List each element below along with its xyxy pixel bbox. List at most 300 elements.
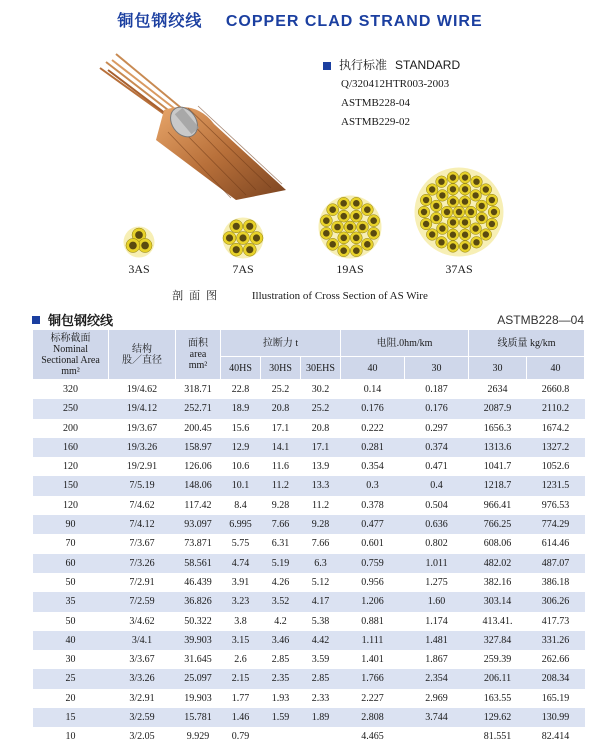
strand-core bbox=[370, 230, 377, 237]
table-cell: 3.46 bbox=[261, 631, 301, 650]
table-cell: 2.85 bbox=[301, 669, 341, 688]
strand-core bbox=[462, 232, 468, 238]
strand-core bbox=[129, 242, 137, 250]
table-cell: 0.176 bbox=[341, 399, 405, 418]
strand-core bbox=[438, 178, 444, 184]
table-row bbox=[33, 612, 585, 631]
table-cell: 7/4.12 bbox=[109, 515, 176, 534]
table-cell: 50 bbox=[65, 615, 76, 627]
table-cell: 386.18 bbox=[541, 576, 570, 588]
strand-core bbox=[489, 221, 495, 227]
table-cell: 206.11 bbox=[469, 669, 527, 688]
table-cell: 2.808 bbox=[341, 708, 405, 727]
strand-core bbox=[347, 224, 354, 231]
table-cell: 3.59 bbox=[311, 654, 330, 666]
strand-core bbox=[491, 209, 497, 215]
table-cell: 1.766 bbox=[341, 669, 405, 688]
table-cell: 0.759 bbox=[341, 554, 405, 573]
table-cell: 0.176 bbox=[405, 399, 469, 418]
header-area: 面积 area mm² bbox=[176, 330, 221, 380]
table-cell: 150 bbox=[33, 476, 109, 495]
title-en: COPPER CLAD STRAND WIRE bbox=[225, 13, 483, 30]
table-cell: 1.111 bbox=[341, 631, 405, 650]
table-cell: 90 bbox=[33, 515, 109, 534]
table-cell: 9.929 bbox=[186, 731, 210, 743]
strand-core bbox=[340, 213, 347, 220]
table-row bbox=[33, 419, 585, 438]
strand-core bbox=[246, 246, 253, 253]
table-cell: 117.42 bbox=[184, 499, 212, 511]
strand-core bbox=[340, 200, 347, 207]
standard-line: ASTMB229-02 bbox=[341, 116, 411, 128]
table-cell: 11.6 bbox=[271, 461, 290, 473]
table-cell: 7/2.59 bbox=[109, 592, 176, 611]
table-cell: 774.29 bbox=[527, 515, 585, 534]
strand-core bbox=[334, 224, 341, 231]
table-cell: 25.2 bbox=[271, 384, 290, 395]
table-cell: 3.23 bbox=[221, 592, 261, 611]
section-header bbox=[32, 310, 584, 329]
bullet-icon bbox=[32, 316, 40, 324]
table-cell: 14.1 bbox=[261, 438, 301, 457]
table-cell: 1.011 bbox=[405, 554, 469, 573]
table-cell: 331.26 bbox=[527, 631, 585, 650]
table-row bbox=[33, 457, 585, 476]
table-cell: 7/3.26 bbox=[109, 554, 176, 573]
table-cell: 1.481 bbox=[405, 631, 469, 650]
strand-core bbox=[353, 200, 360, 207]
table-cell: 3/2.59 bbox=[109, 708, 176, 727]
table-cell: 22.8 bbox=[231, 384, 250, 395]
header-resistance: 电阻.0hm/km bbox=[341, 330, 469, 357]
table-cell: 1.275 bbox=[425, 576, 448, 588]
strand-core bbox=[340, 247, 347, 254]
table-cell: 0.14 bbox=[363, 384, 382, 395]
standard-line: ASTMB228-04 bbox=[341, 97, 411, 109]
table-cell: 20 bbox=[65, 692, 76, 704]
table-cell: 608.06 bbox=[483, 538, 512, 550]
table-cell: 306.26 bbox=[527, 592, 585, 611]
strand-core bbox=[246, 223, 253, 230]
table-cell: 3/2.91 bbox=[129, 692, 155, 704]
cross-section-label: 37AS bbox=[445, 262, 473, 276]
table-cell: 6.3 bbox=[301, 554, 341, 573]
table-cell: 1.89 bbox=[301, 708, 341, 727]
strand-core bbox=[141, 242, 149, 250]
table-cell: 2.969 bbox=[425, 692, 448, 704]
table-cell: 2110.2 bbox=[527, 399, 585, 418]
subheader-cell: 30 bbox=[405, 357, 469, 380]
table-cell: 303.14 bbox=[469, 592, 527, 611]
table-cell: 320 bbox=[63, 384, 78, 395]
table-cell: 126.06 bbox=[184, 461, 212, 473]
cross-section-caption bbox=[0, 287, 600, 303]
strand-core bbox=[359, 224, 366, 231]
strand-core bbox=[450, 198, 456, 204]
table-cell: 19/4.62 bbox=[126, 384, 158, 395]
table-cell: 12.9 bbox=[221, 438, 261, 457]
strand-core bbox=[444, 209, 450, 215]
table-cell: 3.15 bbox=[221, 631, 261, 650]
table-cell: 13.3 bbox=[301, 476, 341, 495]
table-cell: 18.9 bbox=[221, 399, 261, 418]
strand-core bbox=[226, 234, 233, 241]
table-cell: 1.77 bbox=[231, 692, 250, 704]
table-cell: 0.802 bbox=[425, 538, 448, 550]
table-cell: 10 bbox=[65, 731, 76, 743]
table-cell: 9.28 bbox=[301, 515, 341, 534]
table-cell: 19.903 bbox=[184, 692, 212, 704]
strand-core bbox=[468, 209, 474, 215]
strand-core bbox=[450, 219, 456, 225]
table-cell: 766.25 bbox=[469, 515, 527, 534]
table-cell: 81.551 bbox=[483, 731, 512, 743]
cross-section-3as bbox=[123, 226, 155, 258]
table-cell: 3/2.05 bbox=[129, 731, 155, 743]
table-cell: 2087.9 bbox=[469, 399, 527, 418]
table-cell: 966.41 bbox=[483, 499, 512, 511]
table-cell: 4.42 bbox=[301, 631, 341, 650]
strand-core bbox=[323, 217, 330, 224]
table-row bbox=[33, 650, 585, 669]
table-cell: 976.53 bbox=[541, 499, 570, 511]
table-cell: 15.6 bbox=[231, 422, 250, 434]
strand-core bbox=[353, 213, 360, 220]
strand-core bbox=[364, 206, 371, 213]
table-cell: 7/2.91 bbox=[129, 576, 155, 588]
table-cell: 7/3.67 bbox=[129, 538, 155, 550]
table-cell: 1218.7 bbox=[469, 476, 527, 495]
table-cell: 60 bbox=[33, 554, 109, 573]
table-row bbox=[33, 399, 585, 418]
table-cell: 614.46 bbox=[541, 538, 570, 550]
table-cell: 1656.3 bbox=[483, 422, 512, 434]
strand-core bbox=[439, 192, 445, 198]
table-cell: 3.744 bbox=[405, 708, 469, 727]
strand-core bbox=[473, 178, 479, 184]
header-mass: 线质量 kg/km bbox=[469, 330, 585, 357]
table-cell: 208.34 bbox=[527, 669, 585, 688]
table-cell: 25.2 bbox=[301, 399, 341, 418]
table-cell: 30.2 bbox=[311, 384, 330, 395]
strand-core bbox=[239, 234, 246, 241]
table-cell: 2.85 bbox=[271, 654, 290, 666]
table-cell: 5.12 bbox=[311, 576, 330, 588]
table-cell: 25.097 bbox=[176, 669, 221, 688]
table-cell: 8.4 bbox=[234, 499, 247, 511]
strand-core bbox=[340, 235, 347, 242]
table-row bbox=[33, 708, 585, 727]
strand-core bbox=[438, 239, 444, 245]
table-cell: 50 bbox=[65, 576, 76, 588]
table-cell: 15.781 bbox=[176, 708, 221, 727]
table-cell: 36.826 bbox=[176, 592, 221, 611]
table-cell: 2.33 bbox=[311, 692, 330, 704]
table-cell: 250 bbox=[33, 399, 109, 418]
subheader-cell: 30EHS bbox=[301, 357, 341, 380]
cross-section-7as bbox=[222, 217, 264, 259]
table-cell: 0.4 bbox=[405, 476, 469, 495]
caption-cn: 剖面图 bbox=[172, 290, 224, 302]
table-cell: 160 bbox=[33, 438, 109, 457]
table-cell: 327.84 bbox=[469, 631, 527, 650]
table-cell: 10.1 bbox=[221, 476, 261, 495]
subheader-cell: 30HS bbox=[261, 357, 301, 380]
strand-core bbox=[370, 217, 377, 224]
table-cell: 163.55 bbox=[483, 692, 512, 704]
strand-core bbox=[462, 174, 468, 180]
strand-core bbox=[450, 174, 456, 180]
table-cell: 0.504 bbox=[425, 499, 448, 511]
subheader-cell: 40HS bbox=[221, 357, 261, 380]
table-cell: 262.66 bbox=[541, 654, 570, 666]
strand-core bbox=[135, 231, 143, 239]
strand-core bbox=[473, 239, 479, 245]
table-cell: 148.06 bbox=[176, 476, 221, 495]
table-cell: 4.2 bbox=[274, 615, 287, 627]
table-cell: 7/5.19 bbox=[109, 476, 176, 495]
table-cell: 5.19 bbox=[261, 554, 301, 573]
table-cell: 0.187 bbox=[425, 384, 448, 395]
table-cell: 31.645 bbox=[184, 654, 212, 666]
table-row bbox=[33, 669, 585, 688]
strand-core bbox=[233, 246, 240, 253]
table-cell: 417.73 bbox=[541, 615, 570, 627]
spec-table bbox=[32, 329, 585, 747]
table-row bbox=[33, 554, 585, 573]
table-row bbox=[33, 573, 585, 592]
table-cell: 11.2 bbox=[311, 499, 330, 511]
table-cell: 19/2.91 bbox=[126, 461, 158, 473]
table-cell: 2.35 bbox=[261, 669, 301, 688]
header-structure: 结构 股／直径 bbox=[109, 330, 176, 380]
table-cell: 1052.6 bbox=[541, 461, 570, 473]
table-cell: 6.31 bbox=[271, 538, 290, 550]
table-cell: 70 bbox=[65, 538, 76, 550]
table-cell: 17.1 bbox=[271, 422, 290, 434]
table-cell: 1041.7 bbox=[483, 461, 512, 473]
table-cell: 1.59 bbox=[261, 708, 301, 727]
table-cell: 5.38 bbox=[311, 615, 330, 627]
strand-core bbox=[479, 215, 485, 221]
table-cell: 93.097 bbox=[176, 515, 221, 534]
strand-core bbox=[329, 241, 336, 248]
table-cell: 1.206 bbox=[341, 592, 405, 611]
table-cell: 46.439 bbox=[184, 576, 212, 588]
table-cell: 3.52 bbox=[261, 592, 301, 611]
header-breaking-strength: 拉断力 t bbox=[221, 330, 341, 357]
table-row bbox=[33, 438, 585, 457]
table-cell: 19/3.67 bbox=[126, 422, 158, 434]
strand-core bbox=[433, 203, 439, 209]
title-cn: 铜包钢绞线 bbox=[117, 13, 203, 30]
table-cell: 120 bbox=[63, 461, 78, 473]
table-cell: 0.601 bbox=[361, 538, 384, 550]
table-cell: 482.02 bbox=[469, 554, 527, 573]
standard-line: Q/320412HTR003-2003 bbox=[341, 78, 450, 90]
table-cell: 73.871 bbox=[184, 538, 212, 550]
table-cell: 130.99 bbox=[527, 708, 585, 727]
strand-core bbox=[364, 241, 371, 248]
standard-heading-en: STANDARD bbox=[395, 58, 461, 72]
table-cell: 0.374 bbox=[405, 438, 469, 457]
table-cell: 318.71 bbox=[184, 384, 212, 395]
strand-core bbox=[483, 231, 489, 237]
strand-core bbox=[472, 225, 478, 231]
table-cell: 20.8 bbox=[311, 422, 330, 434]
table-cell: 413.41. bbox=[482, 615, 513, 627]
table-cell: 82.414 bbox=[541, 731, 570, 743]
table-cell: 0.636 bbox=[405, 515, 469, 534]
table-row bbox=[33, 534, 585, 553]
table-cell: 3/3.26 bbox=[109, 669, 176, 688]
table-cell: 0.222 bbox=[361, 422, 384, 434]
strand-core bbox=[429, 186, 435, 192]
table-cell: 2634 bbox=[487, 384, 508, 395]
bullet-icon bbox=[323, 62, 331, 70]
table-cell: 252.71 bbox=[176, 399, 221, 418]
table-cell: 200.45 bbox=[184, 422, 212, 434]
table-cell: 0.477 bbox=[341, 515, 405, 534]
strand-core bbox=[462, 243, 468, 249]
strand-wire-photo bbox=[86, 40, 286, 200]
table-cell: 4.74 bbox=[221, 554, 261, 573]
header-nominal-area: 标称截面 Nominal Sectional Area mm² bbox=[33, 330, 109, 380]
table-cell: 0.3 bbox=[341, 476, 405, 495]
table-cell: 487.07 bbox=[527, 554, 585, 573]
table-cell: 3.8 bbox=[234, 615, 247, 627]
table-cell: 30 bbox=[65, 654, 76, 666]
table-cell: 1.867 bbox=[425, 654, 448, 666]
table-cell: 10.6 bbox=[231, 461, 250, 473]
table-cell: 1327.2 bbox=[527, 438, 585, 457]
table-cell: 0.378 bbox=[361, 499, 384, 511]
table-cell: 7/4.62 bbox=[129, 499, 155, 511]
table-cell: 259.39 bbox=[483, 654, 512, 666]
table-cell: 50.322 bbox=[184, 615, 212, 627]
table-cell: 3.91 bbox=[231, 576, 250, 588]
table-cell: 0.79 bbox=[231, 731, 250, 743]
table-cell: 1674.2 bbox=[541, 422, 570, 434]
table-cell: 382.16 bbox=[483, 576, 512, 588]
table-cell: 2.354 bbox=[405, 669, 469, 688]
standards-block bbox=[323, 56, 460, 132]
table-cell: 4.26 bbox=[271, 576, 290, 588]
strand-core bbox=[456, 209, 462, 215]
table-cell: 158.97 bbox=[176, 438, 221, 457]
strand-core bbox=[421, 209, 427, 215]
table-row bbox=[33, 689, 585, 708]
table-cell: 25 bbox=[33, 669, 109, 688]
strand-core bbox=[462, 198, 468, 204]
strand-core bbox=[462, 186, 468, 192]
table-cell: 1.46 bbox=[221, 708, 261, 727]
table-cell: 58.561 bbox=[176, 554, 221, 573]
table-cell: 15 bbox=[33, 708, 109, 727]
strand-core bbox=[462, 219, 468, 225]
cross-section-label: 7AS bbox=[232, 262, 254, 276]
strand-core bbox=[450, 186, 456, 192]
strand-core bbox=[323, 230, 330, 237]
table-cell: 39.903 bbox=[176, 631, 221, 650]
table-cell: 19/4.12 bbox=[109, 399, 176, 418]
table-cell: 9.28 bbox=[271, 499, 290, 511]
table-row bbox=[33, 496, 585, 515]
table-cell bbox=[261, 727, 301, 746]
cross-section-label: 3AS bbox=[128, 262, 150, 276]
section-standard: ASTMB228—04 bbox=[497, 312, 584, 327]
table-cell: 17.1 bbox=[301, 438, 341, 457]
table-cell: 4.17 bbox=[301, 592, 341, 611]
table-row bbox=[33, 515, 585, 534]
table-cell: 1313.6 bbox=[469, 438, 527, 457]
table-cell: 35 bbox=[33, 592, 109, 611]
strand-core bbox=[329, 206, 336, 213]
table-cell: 1.93 bbox=[271, 692, 290, 704]
cross-section-37as bbox=[414, 167, 504, 257]
table-cell: 0.956 bbox=[361, 576, 384, 588]
table-cell: 4.465 bbox=[361, 731, 384, 743]
table-cell: 7.66 bbox=[311, 538, 330, 550]
subheader-cell: 40 bbox=[341, 357, 405, 380]
strand-core bbox=[233, 223, 240, 230]
table-row bbox=[33, 631, 585, 650]
table-row bbox=[33, 476, 585, 495]
strand-core bbox=[253, 234, 260, 241]
strand-core bbox=[429, 231, 435, 237]
section-title: 铜包钢绞线 bbox=[48, 313, 114, 328]
table-cell: 2.6 bbox=[234, 654, 247, 666]
table-cell: 3/4.1 bbox=[109, 631, 176, 650]
caption-en: Illustration of Cross Section of AS Wire bbox=[251, 290, 428, 302]
table-cell: 3/3.67 bbox=[129, 654, 155, 666]
table-cell: 5.75 bbox=[231, 538, 250, 550]
table-cell: 1.174 bbox=[425, 615, 448, 627]
subheader-cell: 40 bbox=[527, 357, 585, 380]
strand-core bbox=[423, 221, 429, 227]
table-cell: 129.62 bbox=[469, 708, 527, 727]
table-row bbox=[33, 727, 585, 746]
strand-core bbox=[353, 247, 360, 254]
strand-core bbox=[483, 186, 489, 192]
strand-core bbox=[479, 203, 485, 209]
table-cell bbox=[405, 727, 469, 746]
strand-core bbox=[472, 192, 478, 198]
table-cell: 3/4.62 bbox=[129, 615, 155, 627]
table-cell: 19/3.26 bbox=[109, 438, 176, 457]
table-cell: 11.2 bbox=[261, 476, 301, 495]
table-cell: 120 bbox=[63, 499, 78, 511]
table-cell: 2.227 bbox=[361, 692, 384, 704]
table-cell: 2660.8 bbox=[541, 384, 570, 395]
strand-core bbox=[450, 232, 456, 238]
table-cell: 40 bbox=[33, 631, 109, 650]
strand-core bbox=[353, 235, 360, 242]
table-cell: 6.995 bbox=[221, 515, 261, 534]
table-cell: 7.66 bbox=[261, 515, 301, 534]
table-cell: 200 bbox=[63, 422, 78, 434]
table-row bbox=[33, 592, 585, 611]
table-cell: 0.881 bbox=[361, 615, 384, 627]
table-cell: 0.281 bbox=[341, 438, 405, 457]
table-cell: 1.60 bbox=[405, 592, 469, 611]
strand-core bbox=[439, 225, 445, 231]
table-cell: 20.8 bbox=[261, 399, 301, 418]
cross-section-label: 19AS bbox=[336, 262, 364, 276]
table-cell: 2.15 bbox=[221, 669, 261, 688]
table-cell bbox=[301, 727, 341, 746]
table-cell: 0.471 bbox=[425, 461, 448, 473]
